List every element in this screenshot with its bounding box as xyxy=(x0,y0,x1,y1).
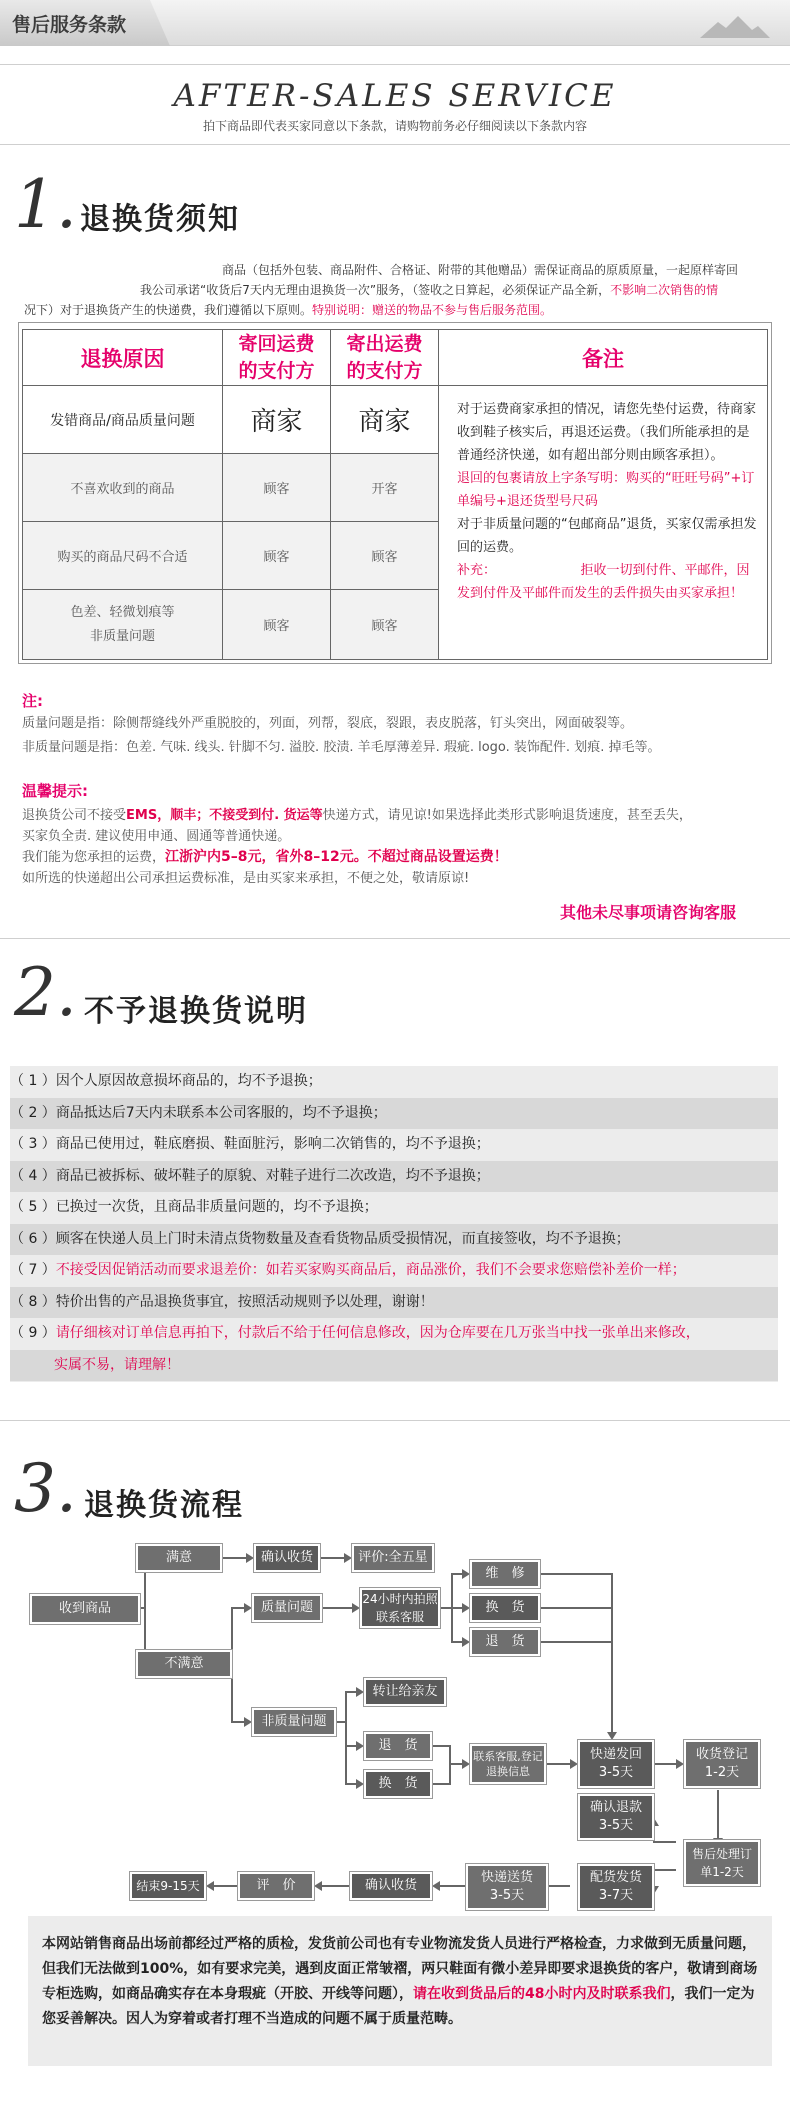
exclusion-item xyxy=(10,1350,778,1381)
tips-line: 退换货公司不接受EMS，顺丰；不接受到付. 货运等快递方式，请见谅!如果选择此类形式影响退货速度，甚至丢失， xyxy=(22,808,692,823)
return-payer-cell: 顾客 xyxy=(223,454,331,522)
flow-satisfied: 满意 xyxy=(136,1544,222,1572)
flow-confirm-receipt: 确认收货 xyxy=(254,1544,320,1572)
consult-link[interactable]: 其他未尽事项请咨询客服 xyxy=(560,903,737,922)
table-header-row xyxy=(23,330,768,386)
return-payer-cell: 顾客 xyxy=(223,522,331,590)
exclusion-text: 商品已被拆标、破坏鞋子的原貌、对鞋子进行二次改造，均不予退换； xyxy=(55,1167,490,1184)
flow-confirm-receipt-2: 确认收货 xyxy=(350,1872,432,1900)
flow-confirm-refund: 确认退款 3-5天 xyxy=(578,1794,654,1840)
note-paragraph: 对于运费商家承担的情况，请您先垫付运费，待商家收到鞋子核实后，再退还运费。（我们所能承担的是普通经济快递，如有超出部分则由顾客承担）。 xyxy=(457,402,757,463)
non-quality-definition: 非质量问题是指：色差. 气味. 线头. 针脚不匀. 溢胶. 胶渍. 羊毛厚薄差异. 瑕疵. logo. 装饰配件. 划痕. 掉毛等。 xyxy=(22,740,661,755)
tips-heading: 温馨提示: xyxy=(22,782,88,800)
reason-cell: 发错商品/商品质量问题 xyxy=(23,386,223,454)
column-header: 退换原因 xyxy=(23,330,223,386)
send-payer-cell: 开客 xyxy=(331,454,439,522)
flow-deliver-ship: 配货发货 3-7天 xyxy=(578,1864,654,1910)
flow-gift-friend: 转让给亲友 xyxy=(364,1678,446,1706)
flow-quality-issue: 质量问题 xyxy=(252,1594,322,1622)
exclusion-text: 顾客在快递人员上门时未清点货物数量及查看货物品质受损情况，而直接签收，均不予退换； xyxy=(55,1230,630,1247)
exclusion-index: （ 5 ） xyxy=(10,1199,56,1215)
return-payer-cell: 商家 xyxy=(223,386,331,454)
send-payer-cell: 顾客 xyxy=(331,522,439,590)
exclusion-text: 特价出售的产品退换货事宜，按照活动规则予以处理，谢谢！ xyxy=(55,1293,434,1310)
flow-express-back: 快递发回 3-5天 xyxy=(578,1740,654,1788)
flow-connectors xyxy=(0,1530,790,1910)
reason-cell: 不喜欢收到的商品 xyxy=(23,454,223,522)
exclusion-index: （ 6 ） xyxy=(10,1230,56,1247)
section-title: 不予退换货说明 xyxy=(84,994,308,1029)
mountain-icon xyxy=(700,14,770,40)
flow-return: 退 货 xyxy=(470,1628,540,1656)
exclusion-item xyxy=(10,1318,778,1349)
column-header: 寄出运费 的支付方 xyxy=(331,330,439,386)
tips-line: 如所选的快递超出公司承担运费标准，是由买家来承担，不便之处，敬请原谅! xyxy=(22,871,470,886)
returns-table xyxy=(22,329,768,660)
exclusion-index: （ 4 ） xyxy=(10,1167,56,1184)
exclusion-item xyxy=(10,1287,778,1318)
divider xyxy=(0,144,790,145)
flow-photo-24h: 24小时内拍照联系客服 xyxy=(360,1588,440,1628)
quality-definition: 质量问题是指：除侧帮缝线外严重脱胶的，列面，列帮，裂底，裂跟，表皮脱落，钉头突出，网面破裂等。 xyxy=(22,716,634,731)
section-title: 退换货流程 xyxy=(84,1488,244,1523)
flow-review: 评 价 xyxy=(238,1872,314,1900)
flow-non-quality: 非质量问题 xyxy=(252,1708,336,1736)
flow-after-sale: 售后处理订 单1-2天 xyxy=(684,1840,760,1886)
header-title: 售后服务条款 xyxy=(12,14,127,36)
exclusion-item xyxy=(10,1161,778,1192)
exclusion-item xyxy=(10,1255,778,1286)
exclusion-text: 商品已使用过，鞋底磨损、鞋面脏污，影响二次销售的，均不予退换； xyxy=(55,1136,490,1152)
send-payer-cell: 顾客 xyxy=(331,590,439,660)
intro-line: 我公司承诺“收货后7天内无理由退换货一次”服务，（签收之日算起，必须保证产品全新，不影响二次销售的情 xyxy=(140,283,719,297)
exclusion-item xyxy=(10,1066,778,1097)
exclusion-text: 已换过一次货，且商品非质量问题的，均不予退换； xyxy=(55,1199,378,1215)
exclusion-index: （ 8 ） xyxy=(10,1293,56,1310)
column-header: 备注 xyxy=(439,330,768,386)
page-subtitle: 拍下商品即代表买家同意以下条款，请购物前务必仔细阅读以下条款内容 xyxy=(202,119,587,133)
note-cell xyxy=(439,386,768,660)
exclusion-text: 请仔细核对订单信息再拍下，付款后不给于任何信息修改，因为仓库要在几万张当中找一张单出来修改， xyxy=(55,1325,700,1341)
note-paragraph: 退回的包裹请放上字条写明：购买的“旺旺号码”+订单编号+退还货型号尺码 xyxy=(457,471,755,509)
section-number: 3. xyxy=(14,1450,77,1527)
quality-statement: 本网站销售商品出场前都经过严格的质检，发货前公司也有专业物流发货人员进行严格检查，力求做到无质量问题，但我们无法做到100%，如有要求完美，遇到皮面正常皱褶，两只鞋面有微小差异即要求退换货的客户，敬请到商场专柜选购，如商品确实存在本身瑕疵（开胶、开线等问题），请在收到货品后的48小时内及时联系我们，我们一定为您妥善解决。因人为穿着或者打理不当造成的问题不属于质量范畴。 xyxy=(28,1916,772,2066)
send-payer-cell: 商家 xyxy=(331,386,439,454)
tips-line: 买家负全责. 建议使用申通、圆通等普通快递。 xyxy=(22,829,291,844)
note-paragraph: 对于非质量问题的“包邮商品”退货，买家仅需承担发回的运费。 xyxy=(457,517,757,555)
exclusion-index: （ 1 ） xyxy=(10,1073,56,1089)
note-paragraph: 补充： 拒收一切到付件、平邮件，因发到付件及平邮件而发生的丢件损失由买家承担！ xyxy=(457,563,750,601)
flow-exchange-2: 换 货 xyxy=(364,1770,432,1798)
exclusion-text: 不接受因促销活动而要求退差价：如若买家购买商品后，商品涨价，我们不会要求您赔偿补差价一样； xyxy=(55,1262,686,1278)
exclusion-text: 商品抵达后7天内未联系本公司客服的，均不予退换； xyxy=(55,1104,387,1121)
exclusion-index: （ 3 ） xyxy=(10,1136,56,1152)
flow-unsatisfied: 不满意 xyxy=(136,1650,232,1678)
flow-return-2: 退 货 xyxy=(364,1732,432,1760)
exclusion-item xyxy=(10,1224,778,1255)
flow-receive-register: 收货登记 1-2天 xyxy=(684,1740,760,1788)
intro-line: 商品（包括外包装、商品附件、合格证、附带的其他赠品）需保证商品的原质原量，一起原样寄回 xyxy=(222,263,739,277)
section-number: 2. xyxy=(14,954,77,1031)
divider xyxy=(0,938,790,939)
section-title: 退换货须知 xyxy=(80,202,240,237)
flow-receive: 收到商品 xyxy=(30,1594,140,1624)
flow-contact-cs: 联系客服,登记退换信息 xyxy=(470,1744,546,1784)
exclusion-item xyxy=(10,1192,778,1223)
flow-exchange: 换 货 xyxy=(470,1594,540,1622)
section-number: 1. xyxy=(14,166,77,243)
flow-express-deliver: 快递送货 3-5天 xyxy=(466,1864,548,1910)
exclusion-item xyxy=(10,1129,778,1160)
table-row xyxy=(23,386,768,454)
intro-line: 况下）对于退换货产生的快递费，我们遵循以下原则。特别说明：赠送的物品不参与售后服务范围。 xyxy=(24,303,553,317)
flow-review-five: 评价:全五星 xyxy=(352,1544,434,1572)
exclusion-index: （ 7 ） xyxy=(10,1262,56,1278)
notes-heading: 注: xyxy=(22,692,43,710)
divider xyxy=(0,64,790,65)
page-title: AFTER-SALES SERVICE xyxy=(173,78,617,114)
reason-cell: 购买的商品尺码不合适 xyxy=(23,522,223,590)
exclusion-index: （ 9 ） xyxy=(10,1325,56,1341)
divider xyxy=(0,1420,790,1421)
exclusion-text: 因个人原因故意损坏商品的，均不予退换； xyxy=(55,1073,322,1089)
column-header: 寄回运费 的支付方 xyxy=(223,330,331,386)
exclusion-item xyxy=(10,1098,778,1129)
return-payer-cell: 顾客 xyxy=(223,590,331,660)
exclusion-text: 实属不易，请理解！ xyxy=(54,1356,180,1373)
tips-line: 我们能为您承担的运费，江浙沪内5–8元，省外8–12元。不超过商品设置运费！ xyxy=(22,849,508,865)
flow-end: 结束9-15天 xyxy=(130,1872,206,1900)
flow-repair: 维 修 xyxy=(470,1560,540,1588)
exclusion-index: （ 2 ） xyxy=(10,1104,56,1121)
reason-cell: 色差、轻微划痕等 非质量问题 xyxy=(23,590,223,660)
